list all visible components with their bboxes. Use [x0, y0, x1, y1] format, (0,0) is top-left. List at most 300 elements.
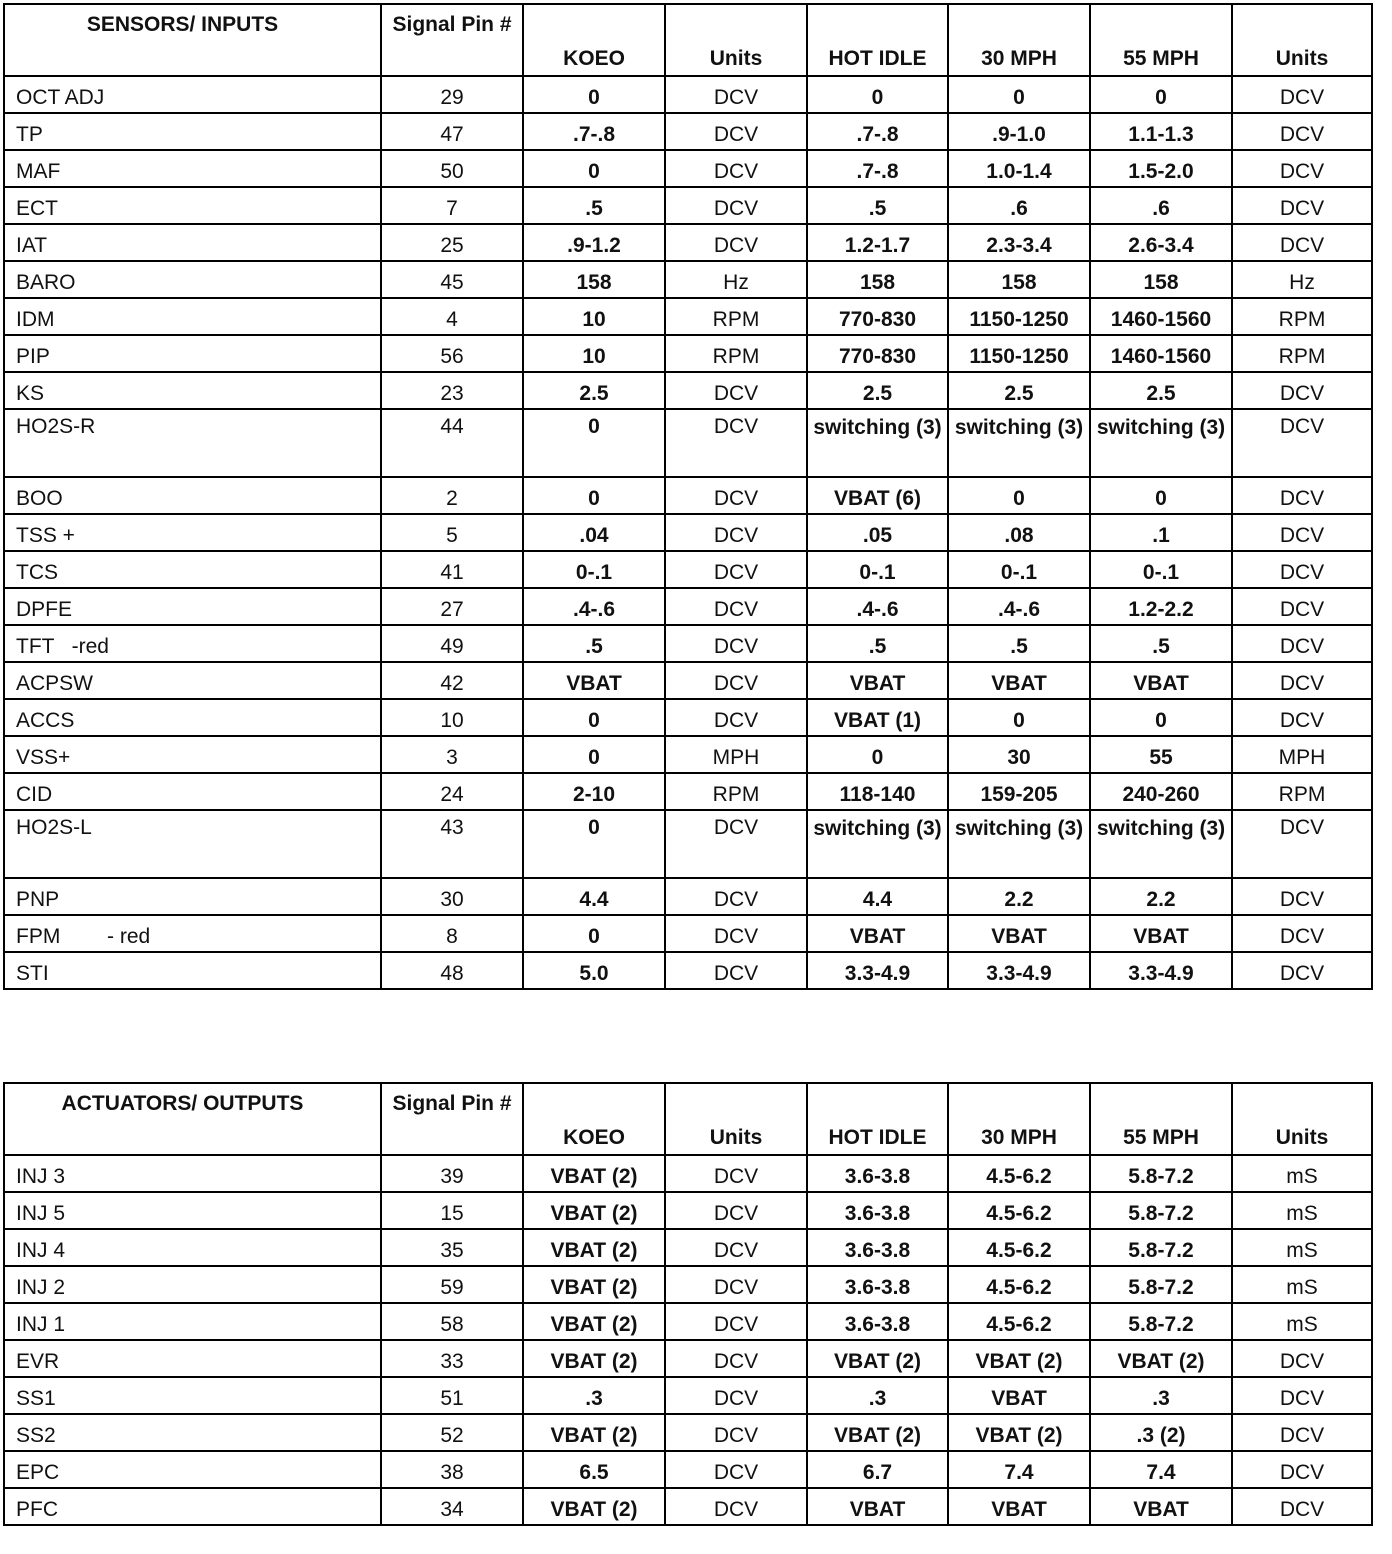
actuator-cell-name: INJ 3 [4, 1155, 381, 1192]
actuator-cell-hot-idle: VBAT [807, 1488, 948, 1525]
sensor-cell-units: DCV [665, 113, 807, 150]
sensor-header-koeo: KOEO [523, 4, 665, 76]
table-row [4, 477, 1372, 514]
actuator-cell-30-mph: 7.4 [948, 1451, 1090, 1488]
sensor-cell-koeo: .9-1.2 [523, 224, 665, 261]
actuator-cell-signal-pin: 52 [381, 1414, 523, 1451]
actuators-outputs-table [3, 1082, 1373, 1526]
sensor-cell-hot-idle: 1.2-1.7 [807, 224, 948, 261]
actuator-cell-koeo: VBAT (2) [523, 1340, 665, 1377]
actuator-cell-koeo: VBAT (2) [523, 1488, 665, 1525]
sensor-cell-koeo: 0 [523, 699, 665, 736]
actuator-cell-55-mph: .3 [1090, 1377, 1232, 1414]
actuator-cell-signal-pin: 38 [381, 1451, 523, 1488]
sensor-cell-units-2: DCV [1232, 551, 1372, 588]
table-row [4, 224, 1372, 261]
actuator-cell-signal-pin: 33 [381, 1340, 523, 1377]
sensor-cell-name: PIP [4, 335, 381, 372]
actuator-cell-55-mph: 5.8-7.2 [1090, 1155, 1232, 1192]
actuator-cell-30-mph: 4.5-6.2 [948, 1155, 1090, 1192]
table-row [4, 1303, 1372, 1340]
table-row [4, 878, 1372, 915]
actuator-cell-name: SS1 [4, 1377, 381, 1414]
actuator-cell-koeo: VBAT (2) [523, 1303, 665, 1340]
sensor-cell-koeo: 10 [523, 335, 665, 372]
sensor-header-55-mph: 55 MPH [1090, 4, 1232, 76]
sensor-cell-signal-pin: 56 [381, 335, 523, 372]
actuator-header-units: Units [665, 1083, 807, 1155]
table-row [4, 952, 1372, 989]
sensor-cell-units: DCV [665, 150, 807, 187]
actuator-cell-signal-pin: 58 [381, 1303, 523, 1340]
sensor-cell-30-mph: switching (3) [948, 810, 1090, 878]
sensor-cell-koeo: 0-.1 [523, 551, 665, 588]
sensor-cell-koeo: 0 [523, 915, 665, 952]
sensor-header-signal-pin: Signal Pin # [381, 4, 523, 76]
actuator-cell-30-mph: 4.5-6.2 [948, 1192, 1090, 1229]
sensor-cell-30-mph: .4-.6 [948, 588, 1090, 625]
sensor-cell-30-mph: 1.0-1.4 [948, 150, 1090, 187]
sensor-cell-55-mph: 158 [1090, 261, 1232, 298]
sensor-cell-30-mph: 158 [948, 261, 1090, 298]
actuator-cell-signal-pin: 15 [381, 1192, 523, 1229]
sensor-header-30-mph: 30 MPH [948, 4, 1090, 76]
sensor-cell-hot-idle: .7-.8 [807, 113, 948, 150]
actuators-header-row [4, 1083, 1372, 1155]
sensor-cell-units: DCV [665, 878, 807, 915]
sensor-cell-name: BARO [4, 261, 381, 298]
sensor-cell-name: HO2S-R [4, 409, 381, 477]
table-row [4, 372, 1372, 409]
sensor-cell-name: STI [4, 952, 381, 989]
sensor-cell-signal-pin: 2 [381, 477, 523, 514]
sensor-cell-koeo: 0 [523, 76, 665, 113]
sensor-cell-name: VSS+ [4, 736, 381, 773]
actuator-cell-30-mph: 4.5-6.2 [948, 1303, 1090, 1340]
table-row [4, 1377, 1372, 1414]
sensor-cell-units-2: DCV [1232, 810, 1372, 878]
actuator-header-55-mph: 55 MPH [1090, 1083, 1232, 1155]
sensor-cell-signal-pin: 50 [381, 150, 523, 187]
sensor-cell-name: CID [4, 773, 381, 810]
actuator-cell-units: DCV [665, 1451, 807, 1488]
sensor-cell-koeo: 0 [523, 409, 665, 477]
sensor-cell-30-mph: 0 [948, 477, 1090, 514]
sensor-cell-units: DCV [665, 810, 807, 878]
sensor-cell-55-mph: .1 [1090, 514, 1232, 551]
actuator-cell-name: EPC [4, 1451, 381, 1488]
actuator-cell-name: INJ 5 [4, 1192, 381, 1229]
sensor-cell-koeo: .5 [523, 187, 665, 224]
sensor-cell-units-2: DCV [1232, 915, 1372, 952]
sensor-cell-hot-idle: 158 [807, 261, 948, 298]
sensor-cell-30-mph: 2.5 [948, 372, 1090, 409]
actuator-cell-55-mph: 5.8-7.2 [1090, 1229, 1232, 1266]
sensor-cell-signal-pin: 4 [381, 298, 523, 335]
actuator-cell-30-mph: 4.5-6.2 [948, 1229, 1090, 1266]
actuator-cell-hot-idle: VBAT (2) [807, 1414, 948, 1451]
sensor-cell-name: TSS + [4, 514, 381, 551]
sensor-header-hot-idle: HOT IDLE [807, 4, 948, 76]
table-row [4, 551, 1372, 588]
sensor-cell-units-2: DCV [1232, 224, 1372, 261]
actuator-cell-units: DCV [665, 1155, 807, 1192]
sensor-cell-signal-pin: 30 [381, 878, 523, 915]
sensor-cell-30-mph: .6 [948, 187, 1090, 224]
sensor-cell-30-mph: .9-1.0 [948, 113, 1090, 150]
sensor-cell-30-mph: 0-.1 [948, 551, 1090, 588]
sensor-cell-koeo: 10 [523, 298, 665, 335]
sensor-cell-name: TP [4, 113, 381, 150]
sensor-cell-units: DCV [665, 514, 807, 551]
sensor-cell-units: RPM [665, 773, 807, 810]
sensor-cell-30-mph: .5 [948, 625, 1090, 662]
sensor-cell-units-2: RPM [1232, 773, 1372, 810]
sensor-cell-units-2: DCV [1232, 477, 1372, 514]
actuator-cell-30-mph: 4.5-6.2 [948, 1266, 1090, 1303]
sensor-cell-30-mph: 3.3-4.9 [948, 952, 1090, 989]
actuator-cell-koeo: VBAT (2) [523, 1155, 665, 1192]
sensor-cell-30-mph: 159-205 [948, 773, 1090, 810]
table-row [4, 409, 1372, 477]
actuator-cell-units: DCV [665, 1229, 807, 1266]
sensor-cell-hot-idle: 4.4 [807, 878, 948, 915]
sensor-cell-units-2: DCV [1232, 662, 1372, 699]
sensor-cell-koeo: 2.5 [523, 372, 665, 409]
sensor-cell-name: PNP [4, 878, 381, 915]
actuator-cell-30-mph: VBAT [948, 1488, 1090, 1525]
sensor-cell-55-mph: switching (3) [1090, 409, 1232, 477]
sensor-cell-units-2: DCV [1232, 952, 1372, 989]
sensor-cell-name: ECT [4, 187, 381, 224]
sensor-cell-units: DCV [665, 588, 807, 625]
actuator-cell-55-mph: 5.8-7.2 [1090, 1266, 1232, 1303]
actuator-cell-koeo: .3 [523, 1377, 665, 1414]
actuator-cell-units-2: mS [1232, 1155, 1372, 1192]
sensor-cell-name: ACPSW [4, 662, 381, 699]
actuator-cell-units-2: mS [1232, 1229, 1372, 1266]
sensor-cell-signal-pin: 10 [381, 699, 523, 736]
sensor-cell-units: DCV [665, 662, 807, 699]
actuator-cell-hot-idle: 3.6-3.8 [807, 1192, 948, 1229]
sensor-cell-name: TCS [4, 551, 381, 588]
sensor-cell-units-2: DCV [1232, 699, 1372, 736]
actuator-cell-units: DCV [665, 1377, 807, 1414]
sensor-cell-signal-pin: 48 [381, 952, 523, 989]
sensor-cell-units-2: Hz [1232, 261, 1372, 298]
actuator-cell-koeo: VBAT (2) [523, 1229, 665, 1266]
sensor-cell-units: DCV [665, 699, 807, 736]
actuator-cell-name: INJ 4 [4, 1229, 381, 1266]
actuator-cell-koeo: VBAT (2) [523, 1192, 665, 1229]
table-row [4, 113, 1372, 150]
sensors-body [4, 76, 1372, 989]
sensor-cell-30-mph: 1150-1250 [948, 335, 1090, 372]
actuator-cell-name: PFC [4, 1488, 381, 1525]
actuator-cell-30-mph: VBAT [948, 1377, 1090, 1414]
actuator-cell-units-2: DCV [1232, 1340, 1372, 1377]
sensor-cell-hot-idle: 770-830 [807, 298, 948, 335]
sensor-header-units-2: Units [1232, 4, 1372, 76]
sensor-cell-signal-pin: 45 [381, 261, 523, 298]
sensor-cell-koeo: 158 [523, 261, 665, 298]
actuator-cell-signal-pin: 39 [381, 1155, 523, 1192]
sensor-cell-30-mph: VBAT [948, 915, 1090, 952]
sensor-cell-hot-idle: .7-.8 [807, 150, 948, 187]
sensor-cell-units: RPM [665, 335, 807, 372]
sensor-cell-hot-idle: .5 [807, 625, 948, 662]
actuator-cell-units: DCV [665, 1192, 807, 1229]
sensor-cell-units-2: RPM [1232, 335, 1372, 372]
sensor-cell-hot-idle: switching (3) [807, 409, 948, 477]
actuator-cell-units-2: mS [1232, 1303, 1372, 1340]
sensor-cell-55-mph: 1460-1560 [1090, 335, 1232, 372]
sensor-cell-name: DPFE [4, 588, 381, 625]
sensor-cell-30-mph: 30 [948, 736, 1090, 773]
sensor-cell-name: BOO [4, 477, 381, 514]
sensor-cell-units: MPH [665, 736, 807, 773]
sensor-cell-hot-idle: 2.5 [807, 372, 948, 409]
actuator-cell-signal-pin: 51 [381, 1377, 523, 1414]
table-row [4, 662, 1372, 699]
sensor-cell-units-2: DCV [1232, 372, 1372, 409]
sensor-cell-55-mph: .6 [1090, 187, 1232, 224]
sensor-cell-30-mph: switching (3) [948, 409, 1090, 477]
actuator-cell-55-mph: VBAT (2) [1090, 1340, 1232, 1377]
sensor-cell-signal-pin: 42 [381, 662, 523, 699]
sensor-cell-55-mph: .5 [1090, 625, 1232, 662]
sensor-cell-units: DCV [665, 372, 807, 409]
actuator-cell-units-2: DCV [1232, 1488, 1372, 1525]
sensor-cell-30-mph: 2.3-3.4 [948, 224, 1090, 261]
sensor-cell-55-mph: VBAT [1090, 915, 1232, 952]
table-row [4, 150, 1372, 187]
actuator-cell-signal-pin: 35 [381, 1229, 523, 1266]
sensor-cell-units: DCV [665, 224, 807, 261]
table-row [4, 1414, 1372, 1451]
actuator-cell-units-2: DCV [1232, 1451, 1372, 1488]
sensor-cell-55-mph: VBAT [1090, 662, 1232, 699]
sensor-cell-55-mph: 1460-1560 [1090, 298, 1232, 335]
sensor-header-units: Units [665, 4, 807, 76]
sensor-cell-30-mph: .08 [948, 514, 1090, 551]
sensor-cell-55-mph: 55 [1090, 736, 1232, 773]
sensor-cell-name: TFT -red [4, 625, 381, 662]
actuator-cell-name: SS2 [4, 1414, 381, 1451]
sensor-cell-units-2: MPH [1232, 736, 1372, 773]
sensor-cell-hot-idle: VBAT (6) [807, 477, 948, 514]
sensor-cell-units: DCV [665, 409, 807, 477]
sensor-cell-koeo: 5.0 [523, 952, 665, 989]
table-row [4, 1451, 1372, 1488]
sensor-cell-signal-pin: 5 [381, 514, 523, 551]
sensor-cell-55-mph: 2.2 [1090, 878, 1232, 915]
table-row [4, 810, 1372, 878]
sensor-cell-units-2: DCV [1232, 878, 1372, 915]
actuator-cell-hot-idle: VBAT (2) [807, 1340, 948, 1377]
table-row [4, 625, 1372, 662]
sensor-cell-signal-pin: 25 [381, 224, 523, 261]
sensor-cell-units: DCV [665, 477, 807, 514]
table-row [4, 514, 1372, 551]
actuator-cell-30-mph: VBAT (2) [948, 1340, 1090, 1377]
sensor-cell-units: Hz [665, 261, 807, 298]
sensor-cell-signal-pin: 43 [381, 810, 523, 878]
table-row [4, 1340, 1372, 1377]
sensor-cell-koeo: .04 [523, 514, 665, 551]
actuator-cell-koeo: 6.5 [523, 1451, 665, 1488]
sensor-cell-signal-pin: 23 [381, 372, 523, 409]
table-row [4, 1488, 1372, 1525]
sensor-cell-55-mph: 1.5-2.0 [1090, 150, 1232, 187]
sensor-cell-units: DCV [665, 625, 807, 662]
table-row [4, 76, 1372, 113]
actuator-cell-hot-idle: 3.6-3.8 [807, 1303, 948, 1340]
actuator-cell-signal-pin: 34 [381, 1488, 523, 1525]
sensor-cell-55-mph: 0 [1090, 477, 1232, 514]
sensor-cell-hot-idle: .05 [807, 514, 948, 551]
actuator-cell-units-2: DCV [1232, 1377, 1372, 1414]
sensor-cell-30-mph: 1150-1250 [948, 298, 1090, 335]
sensor-cell-name: HO2S-L [4, 810, 381, 878]
sensor-cell-30-mph: 0 [948, 76, 1090, 113]
sensor-cell-hot-idle: VBAT (1) [807, 699, 948, 736]
actuator-header-30-mph: 30 MPH [948, 1083, 1090, 1155]
table-row [4, 1266, 1372, 1303]
table-row [4, 261, 1372, 298]
sensor-cell-signal-pin: 3 [381, 736, 523, 773]
sensor-cell-hot-idle: .5 [807, 187, 948, 224]
sensor-cell-signal-pin: 29 [381, 76, 523, 113]
sensor-cell-55-mph: 0 [1090, 699, 1232, 736]
sensor-cell-name: KS [4, 372, 381, 409]
sensor-cell-30-mph: VBAT [948, 662, 1090, 699]
actuator-header-name: ACTUATORS/ OUTPUTS [4, 1083, 381, 1155]
sensor-cell-name: FPM - red [4, 915, 381, 952]
sensor-cell-55-mph: switching (3) [1090, 810, 1232, 878]
sensors-inputs-table [3, 3, 1373, 990]
sensor-cell-55-mph: 0 [1090, 76, 1232, 113]
sensor-cell-hot-idle: 0-.1 [807, 551, 948, 588]
sensor-cell-koeo: .4-.6 [523, 588, 665, 625]
actuator-cell-koeo: VBAT (2) [523, 1414, 665, 1451]
sensor-cell-55-mph: 1.1-1.3 [1090, 113, 1232, 150]
sensor-cell-koeo: 4.4 [523, 878, 665, 915]
sensor-cell-koeo: .5 [523, 625, 665, 662]
sensor-cell-name: IAT [4, 224, 381, 261]
sensor-cell-signal-pin: 8 [381, 915, 523, 952]
actuator-cell-signal-pin: 59 [381, 1266, 523, 1303]
sensor-cell-55-mph: 2.6-3.4 [1090, 224, 1232, 261]
actuator-cell-units: DCV [665, 1266, 807, 1303]
sensor-cell-koeo: 0 [523, 810, 665, 878]
sensor-cell-units-2: DCV [1232, 187, 1372, 224]
actuator-cell-hot-idle: 3.6-3.8 [807, 1229, 948, 1266]
actuator-header-signal-pin: Signal Pin # [381, 1083, 523, 1155]
sensor-cell-koeo: 0 [523, 477, 665, 514]
sensor-cell-units-2: DCV [1232, 150, 1372, 187]
sensor-cell-koeo: 0 [523, 736, 665, 773]
sensor-cell-units-2: DCV [1232, 625, 1372, 662]
sensors-header-row [4, 4, 1372, 76]
actuator-cell-name: EVR [4, 1340, 381, 1377]
sensor-cell-55-mph: 1.2-2.2 [1090, 588, 1232, 625]
sensor-cell-koeo: VBAT [523, 662, 665, 699]
actuator-cell-units-2: mS [1232, 1266, 1372, 1303]
sensor-cell-hot-idle: 118-140 [807, 773, 948, 810]
actuator-header-units-2: Units [1232, 1083, 1372, 1155]
sensor-cell-units-2: DCV [1232, 76, 1372, 113]
actuator-header-koeo: KOEO [523, 1083, 665, 1155]
sensor-cell-signal-pin: 47 [381, 113, 523, 150]
sensor-cell-55-mph: 240-260 [1090, 773, 1232, 810]
table-row [4, 773, 1372, 810]
sensor-cell-signal-pin: 44 [381, 409, 523, 477]
sensor-cell-units-2: DCV [1232, 588, 1372, 625]
actuators-body [4, 1155, 1372, 1525]
table-row [4, 1229, 1372, 1266]
actuator-cell-name: INJ 2 [4, 1266, 381, 1303]
actuator-cell-55-mph: 7.4 [1090, 1451, 1232, 1488]
table-row [4, 915, 1372, 952]
sensor-cell-hot-idle: .4-.6 [807, 588, 948, 625]
sensor-cell-units-2: DCV [1232, 409, 1372, 477]
actuator-cell-units-2: DCV [1232, 1414, 1372, 1451]
sensor-cell-hot-idle: VBAT [807, 662, 948, 699]
actuator-cell-name: INJ 1 [4, 1303, 381, 1340]
actuator-cell-units: DCV [665, 1340, 807, 1377]
sensor-cell-units: DCV [665, 915, 807, 952]
sensor-cell-name: IDM [4, 298, 381, 335]
sensor-cell-units: DCV [665, 952, 807, 989]
actuator-header-hot-idle: HOT IDLE [807, 1083, 948, 1155]
sensor-cell-30-mph: 2.2 [948, 878, 1090, 915]
sensor-header-name: SENSORS/ INPUTS [4, 4, 381, 76]
actuator-cell-units: DCV [665, 1488, 807, 1525]
sensor-cell-55-mph: 3.3-4.9 [1090, 952, 1232, 989]
actuator-cell-55-mph: 5.8-7.2 [1090, 1192, 1232, 1229]
actuator-cell-55-mph: 5.8-7.2 [1090, 1303, 1232, 1340]
sensor-cell-30-mph: 0 [948, 699, 1090, 736]
actuator-cell-units: DCV [665, 1303, 807, 1340]
sensor-cell-signal-pin: 41 [381, 551, 523, 588]
actuator-cell-hot-idle: 3.6-3.8 [807, 1155, 948, 1192]
sensor-cell-hot-idle: 0 [807, 736, 948, 773]
table-row [4, 298, 1372, 335]
sensor-cell-name: ACCS [4, 699, 381, 736]
sensor-cell-units: DCV [665, 187, 807, 224]
sensor-cell-name: OCT ADJ [4, 76, 381, 113]
actuator-cell-30-mph: VBAT (2) [948, 1414, 1090, 1451]
sensor-cell-units-2: DCV [1232, 113, 1372, 150]
actuator-cell-koeo: VBAT (2) [523, 1266, 665, 1303]
table-row [4, 187, 1372, 224]
table-row [4, 1192, 1372, 1229]
table-row [4, 335, 1372, 372]
sensor-cell-units: RPM [665, 298, 807, 335]
sensor-cell-signal-pin: 24 [381, 773, 523, 810]
sensor-cell-hot-idle: 0 [807, 76, 948, 113]
actuator-cell-units-2: mS [1232, 1192, 1372, 1229]
actuator-cell-units: DCV [665, 1414, 807, 1451]
sensor-cell-hot-idle: 3.3-4.9 [807, 952, 948, 989]
actuator-cell-hot-idle: 6.7 [807, 1451, 948, 1488]
sensor-cell-hot-idle: 770-830 [807, 335, 948, 372]
sensor-cell-koeo: 0 [523, 150, 665, 187]
actuator-cell-55-mph: .3 (2) [1090, 1414, 1232, 1451]
sensor-cell-units-2: RPM [1232, 298, 1372, 335]
sensor-cell-55-mph: 0-.1 [1090, 551, 1232, 588]
